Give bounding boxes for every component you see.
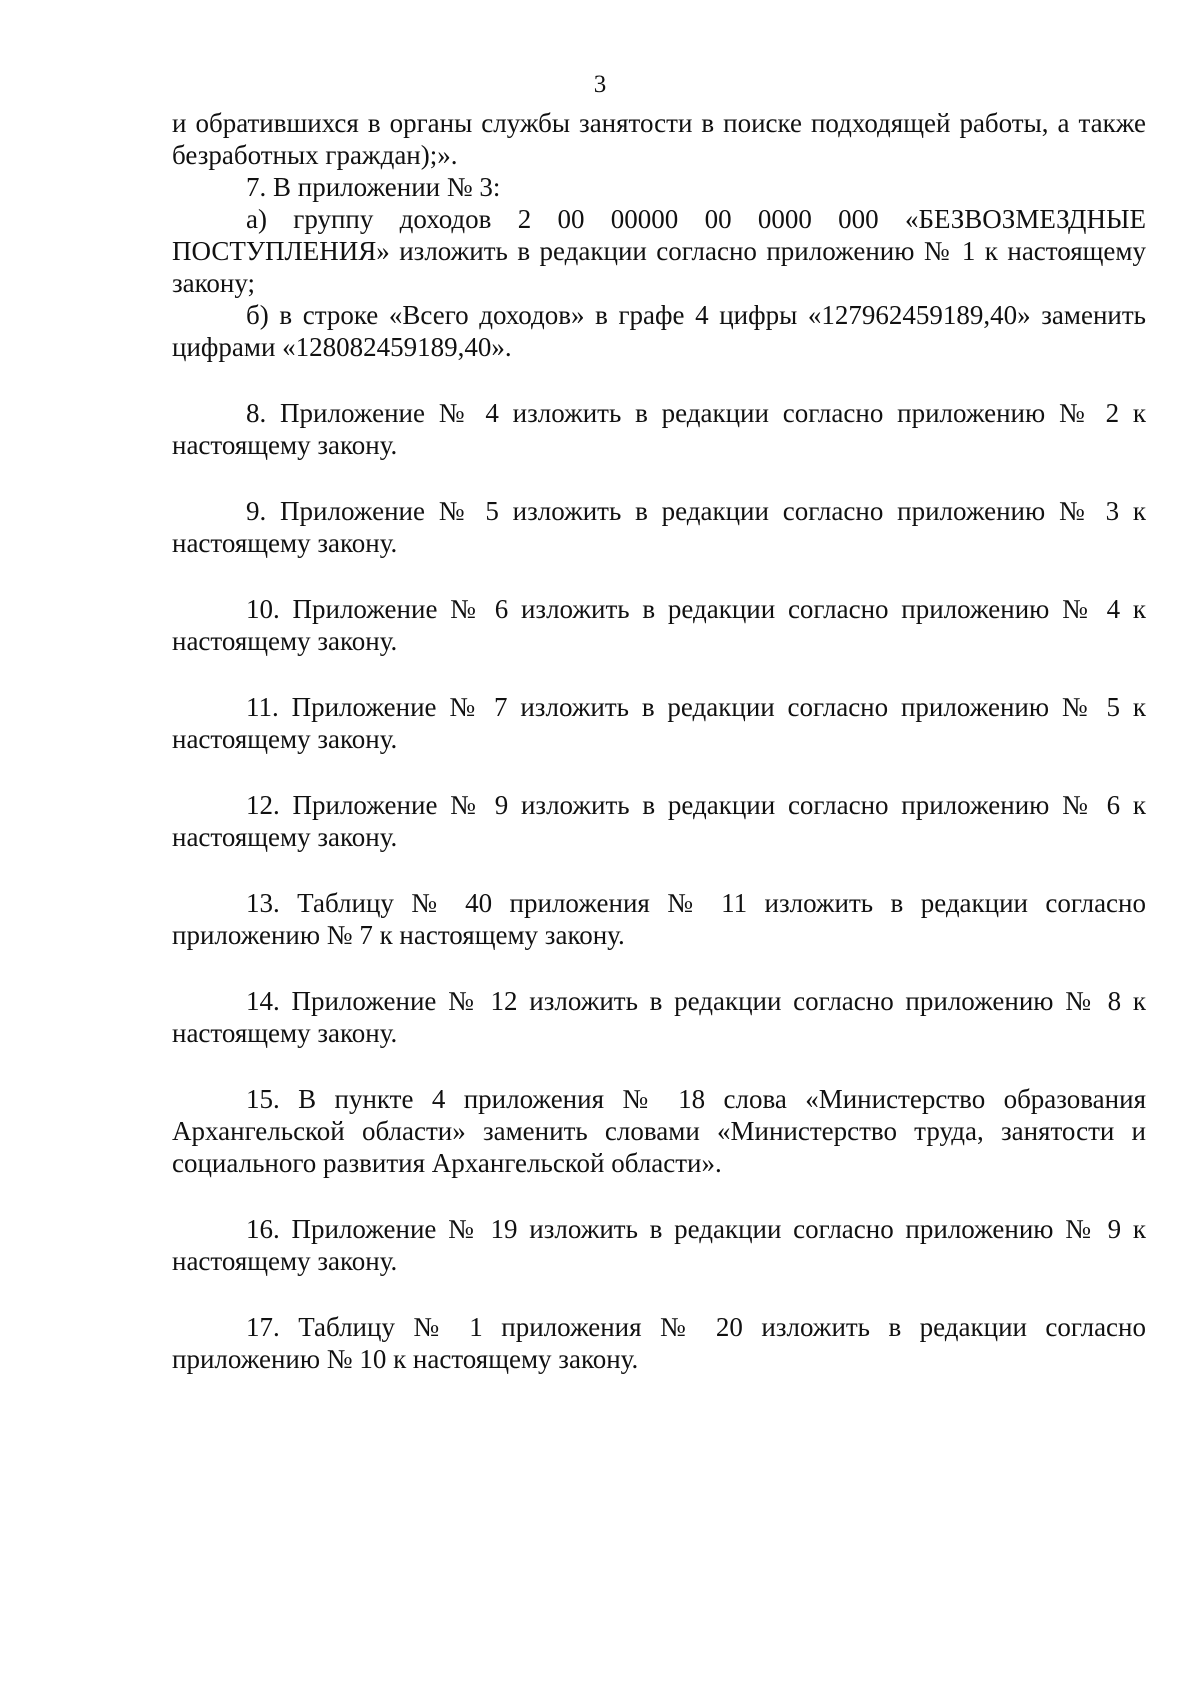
paragraph-item-7b: б) в строке «Всего доходов» в графе 4 цифры «127962459189,40» заменить цифрами «128082459189,40». [172,300,1146,362]
paragraph-item-8: 8. Приложение № 4 изложить в редакции согласно приложению № 2 к настоящему закону. [172,398,1146,460]
paragraph-item-7a: а) группу доходов 2 00 00000 00 0000 000 «БЕЗВОЗМЕЗДНЫЕ ПОСТУПЛЕНИЯ» изложить в редакции согласно приложению № 1 к настоящему закону; [172,204,1146,298]
paragraph-item-9: 9. Приложение № 5 изложить в редакции согласно приложению № 3 к настоящему закону. [172,496,1146,558]
page-number: 3 [593,71,607,98]
paragraph-item-12: 12. Приложение № 9 изложить в редакции согласно приложению № 6 к настоящему закону. [172,790,1146,852]
paragraph-item-16: 16. Приложение № 19 изложить в редакции согласно приложению № 9 к настоящему закону. [172,1214,1146,1276]
paragraph-continuation: и обратившихся в органы службы занятости в поиске подходящей работы, а также безработных граждан);». [172,108,1146,170]
document-body [172,107,1146,1375]
paragraph-item-13: 13. Таблицу № 40 приложения № 11 изложить в редакции согласно приложению № 7 к настоящему закону. [172,888,1146,950]
paragraph-item-14: 14. Приложение № 12 изложить в редакции согласно приложению № 8 к настоящему закону. [172,986,1146,1048]
paragraph-item-17: 17. Таблицу № 1 приложения № 20 изложить в редакции согласно приложению № 10 к настоящему закону. [172,1312,1146,1374]
paragraph-item-7: 7. В приложении № 3: [246,172,501,202]
paragraph-item-11: 11. Приложение № 7 изложить в редакции согласно приложению № 5 к настоящему закону. [172,692,1146,754]
paragraph-item-15: 15. В пункте 4 приложения № 18 слова «Министерство образования Архангельской области» заменить словами «Министерство труда, занятости и социального развития Архангельской области». [172,1084,1146,1178]
paragraph-item-10: 10. Приложение № 6 изложить в редакции согласно приложению № 4 к настоящему закону. [172,594,1146,656]
